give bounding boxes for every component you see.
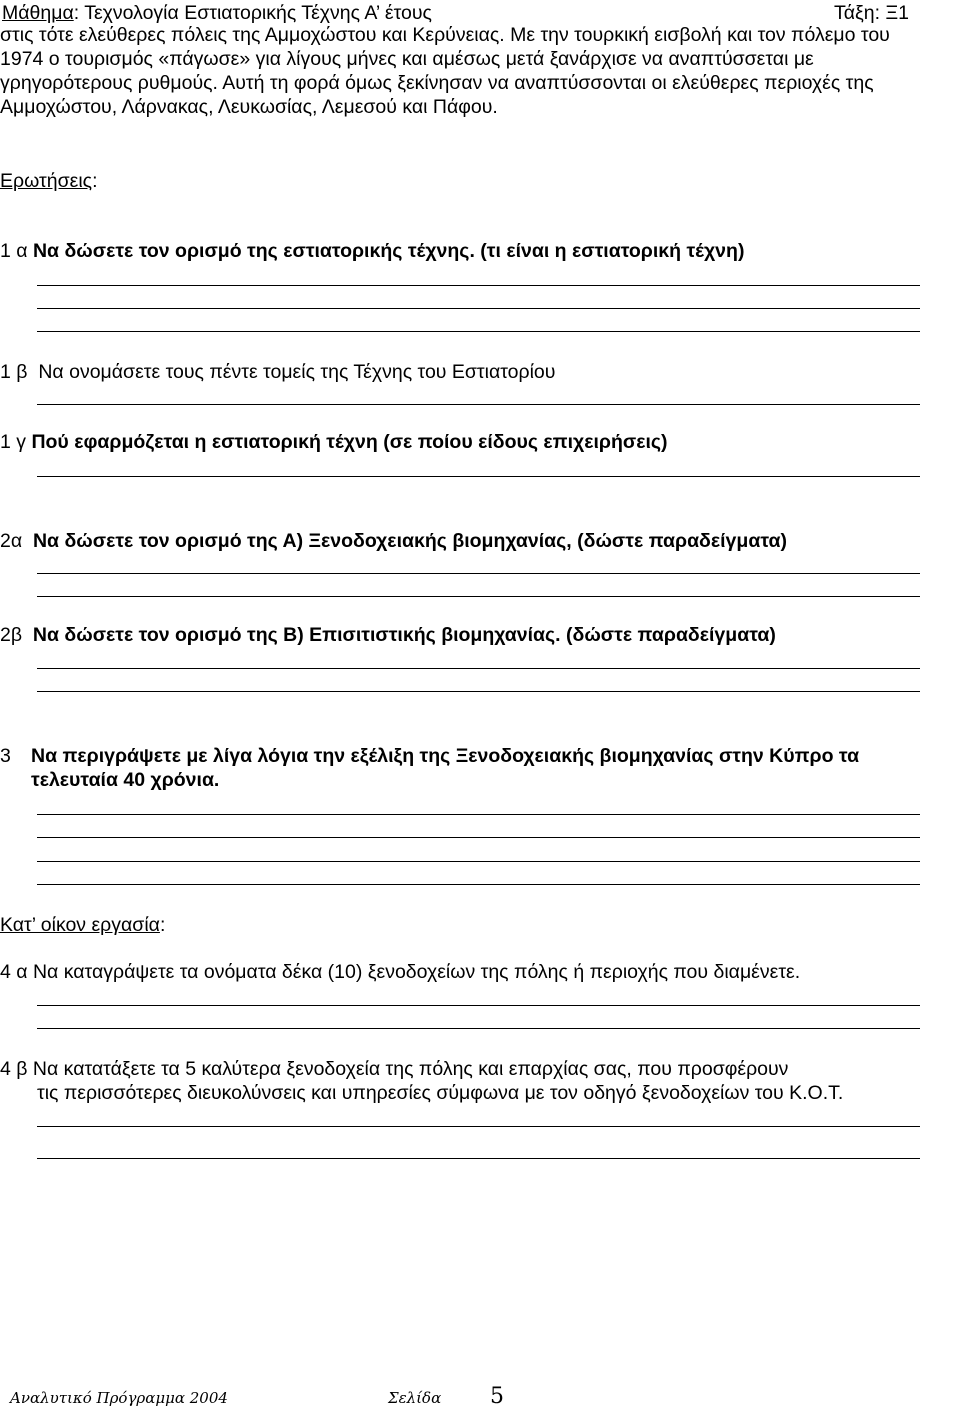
question-4a <box>0 961 800 984</box>
q1c-text: Πού εφαρμόζεται η εστιατορική τέχνη (σε ποίου είδους επιχειρήσεις) <box>31 431 668 453</box>
footer-page-number: 5 <box>490 1384 504 1409</box>
answer-line[interactable] <box>37 404 920 405</box>
q4b-number: 4 β <box>0 1058 28 1080</box>
q1a-bold-text: Να δώσετε τον ορισμό της εστιατορικής τέχνης. <box>32 240 475 262</box>
class-label: Τάξη <box>834 2 875 24</box>
q2a-text: Να δώσετε τον ορισμό της Α) Ξενοδοχειακής βιομηχανίας, (δώστε παραδείγματα) <box>32 530 787 552</box>
questions-heading: Ερωτήσεις: <box>0 170 98 192</box>
answer-line[interactable] <box>37 331 920 332</box>
intro-line-1: στις τότε ελεύθερες πόλεις της Αμμοχώστου και Κερύνειας. Με την τουρκική εισβολή και τον πόλεμο του <box>0 24 890 46</box>
subject-label: Μάθημα <box>2 2 74 24</box>
answer-line[interactable] <box>37 1028 920 1029</box>
question-1a <box>0 240 744 263</box>
answer-line[interactable] <box>37 596 920 597</box>
intro-line-2: 1974 ο τουρισμός «πάγωσε» για λίγους μήνες και αμέσως μετά ξανάρχισε να αναπτύσσεται με <box>0 48 814 70</box>
question-3-line-2: τελευταία 40 χρόνια. <box>31 769 220 791</box>
question-4b-line-2: τις περισσότερες διευκολύνσεις και υπηρεσίες σύμφωνα με τον οδηγό ξενοδοχείων του Κ.Ο.Τ. <box>37 1082 844 1104</box>
intro-line-4: Αμμοχώστου, Λάρνακας, Λευκωσίας, Λεμεσού και Πάφου. <box>0 96 498 118</box>
answer-line[interactable] <box>37 573 920 574</box>
answer-line[interactable] <box>37 837 920 838</box>
homework-heading-text: Κατ’ οίκον εργασία <box>0 914 160 936</box>
q1c-number: 1 γ <box>0 431 27 453</box>
answer-line[interactable] <box>37 476 920 477</box>
homework-heading: Κατ’ οίκον εργασία: <box>0 914 166 936</box>
q1b-number: 1 β <box>0 361 28 383</box>
answer-line[interactable] <box>37 814 920 815</box>
question-2a <box>0 530 787 553</box>
answer-line[interactable] <box>37 1126 920 1127</box>
q1b-text: Να ονομάσετε τους πέντε τομείς της Τέχνης του Εστιατορίου <box>38 361 556 383</box>
questions-heading-text: Ερωτήσεις <box>0 170 93 192</box>
answer-line[interactable] <box>37 668 920 669</box>
answer-line[interactable] <box>37 308 920 309</box>
footer-page-label: Σελίδα <box>388 1389 442 1407</box>
question-4b <box>0 1058 788 1081</box>
question-1c <box>0 431 668 454</box>
answer-line[interactable] <box>37 1158 920 1159</box>
header-class: Τάξη: Ξ1 <box>834 2 909 24</box>
subject-value: Τεχνολογία Εστιατορικής Τέχνης Α’ έτους <box>84 2 432 24</box>
footer-program: Αναλυτικό Πρόγραμμα 2004 <box>10 1389 228 1407</box>
header-subject: Μάθημα: Τεχνολογία Εστιατορικής Τέχνης Α’ έτους <box>2 2 432 24</box>
answer-line[interactable] <box>37 861 920 862</box>
q2b-text: Να δώσετε τον ορισμό της Β) Επισιτιστικής βιομηχανίας. (δώστε παραδείγματα) <box>32 624 776 646</box>
q4b-line-1: Να κατατάξετε τα 5 καλύτερα ξενοδοχεία της πόλης και επαρχίας σας, που προσφέρουν <box>32 1058 789 1080</box>
answer-line[interactable] <box>37 691 920 692</box>
question-1b <box>0 361 555 384</box>
question-3-number: 3 <box>0 745 11 767</box>
answer-line[interactable] <box>37 285 920 286</box>
answer-line[interactable] <box>37 884 920 885</box>
q4a-number: 4 α <box>0 961 28 983</box>
q2a-number: 2α <box>0 530 23 552</box>
q1a-number: 1 α <box>0 240 28 262</box>
question-2b <box>0 624 776 647</box>
question-3-line-1: Να περιγράψετε με λίγα λόγια την εξέλιξη της Ξενοδοχειακής βιομηχανίας στην Κύπρο τα <box>31 745 860 767</box>
q4a-text: Να καταγράψετε τα ονόματα δέκα (10) ξενοδοχείων της πόλης ή περιοχής που διαμένετε. <box>32 961 801 983</box>
answer-line[interactable] <box>37 1005 920 1006</box>
q2b-number: 2β <box>0 624 23 646</box>
class-value: Ξ1 <box>885 2 909 24</box>
intro-line-3: γρηγορότερους ρυθμούς. Αυτή τη φορά όμως ξεκίνησαν να αναπτύσσονται οι ελεύθερες περιοχές της <box>0 72 874 94</box>
q1a-extra-text: (τι είναι η εστιατορική τέχνη) <box>480 240 745 262</box>
